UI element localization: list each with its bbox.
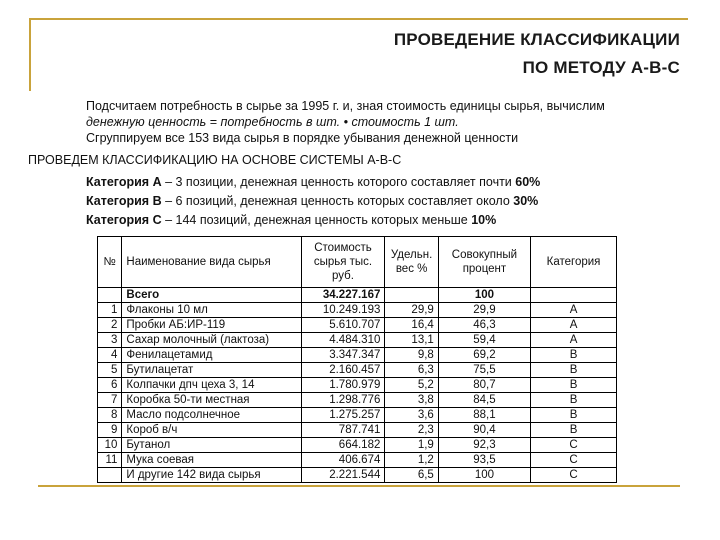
header-name: Наименование вида сырья — [122, 237, 301, 288]
table-cell: Колпачки дпч цеха 3, 14 — [122, 378, 301, 393]
table-cell: 6 — [98, 378, 122, 393]
table-cell — [385, 288, 438, 303]
table-cell: 59,4 — [438, 333, 530, 348]
table-cell: 1,2 — [385, 453, 438, 468]
table-cell: 406.674 — [301, 453, 385, 468]
table-cell: 29,9 — [438, 303, 530, 318]
table-cell: Коробка 50-ти местная — [122, 393, 301, 408]
table-cell: Короб в/ч — [122, 423, 301, 438]
table-cell: Всего — [122, 288, 301, 303]
table-cell — [98, 468, 122, 483]
category-a-value: 60% — [515, 175, 541, 189]
table-cell: 3.347.347 — [301, 348, 385, 363]
table-cell: 90,4 — [438, 423, 530, 438]
table-row — [98, 378, 617, 393]
table-cell: 10.249.193 — [301, 303, 385, 318]
table-cell: В — [531, 348, 617, 363]
intro-line3: Сгруппируем все 153 вида сырья в порядке убывания денежной ценности — [86, 131, 519, 145]
category-b-label: Категория В — [86, 194, 162, 208]
table-cell: 8 — [98, 408, 122, 423]
table-row — [98, 393, 617, 408]
category-a-label: Категория А — [86, 175, 162, 189]
table-cell: Бутилацетат — [122, 363, 301, 378]
table-cell: 46,3 — [438, 318, 530, 333]
table-cell: 5.610.707 — [301, 318, 385, 333]
decor-vertical-line — [29, 18, 31, 91]
decor-top-line — [29, 18, 688, 20]
table-cell: Сахар молочный (лактоза) — [122, 333, 301, 348]
table-cell: 664.182 — [301, 438, 385, 453]
table-cell: 34.227.167 — [301, 288, 385, 303]
table-cell: Фенилацетамид — [122, 348, 301, 363]
table-cell: В — [531, 423, 617, 438]
table-cell: С — [531, 468, 617, 483]
table-cell: Флаконы 10 мл — [122, 303, 301, 318]
table-cell: А — [531, 303, 617, 318]
table-header-row — [98, 237, 617, 288]
table-cell: В — [531, 408, 617, 423]
slide-title-line1: ПРОВЕДЕНИЕ КЛАССИФИКАЦИИ — [393, 30, 680, 49]
intro-line1: Подсчитаем потребность в сырье за 1995 г. и, зная стоимость единицы сырья, вычислим — [86, 99, 605, 113]
table-cell: Пробки АБ:ИР-119 — [122, 318, 301, 333]
table-cell: 9 — [98, 423, 122, 438]
table-cell: 4.484.310 — [301, 333, 385, 348]
table-cell: 92,3 — [438, 438, 530, 453]
table-total-row — [98, 288, 617, 303]
table-row — [98, 303, 617, 318]
abc-table — [97, 236, 617, 483]
category-c-text: – 144 позиций, денежная ценность которых меньше — [161, 213, 472, 227]
table-cell — [98, 288, 122, 303]
table-cell: 1,9 — [385, 438, 438, 453]
table-cell: 88,1 — [438, 408, 530, 423]
table-cell: С — [531, 453, 617, 468]
decor-bottom-line — [38, 485, 680, 487]
header-share: Удельн. вес % — [385, 237, 438, 288]
category-b — [86, 192, 540, 211]
table-cell: В — [531, 378, 617, 393]
header-category: Категория — [531, 237, 617, 288]
category-c-value: 10% — [471, 213, 497, 227]
table-cell: 29,9 — [385, 303, 438, 318]
table-cell: 9,8 — [385, 348, 438, 363]
header-cost: Стоимость сырья тыс. руб. — [301, 237, 385, 288]
table-cell: 4 — [98, 348, 122, 363]
table-row — [98, 348, 617, 363]
table-row — [98, 468, 617, 483]
table-row — [98, 333, 617, 348]
table-cell: 10 — [98, 438, 122, 453]
classification-heading: ПРОВЕДЕМ КЛАССИФИКАЦИЮ НА ОСНОВЕ СИСТЕМЫ А-В-С — [28, 153, 402, 167]
table-cell: И другие 142 вида сырья — [122, 468, 301, 483]
header-cumulative: Совокупный процент — [438, 237, 530, 288]
table-row — [98, 408, 617, 423]
table-cell: 69,2 — [438, 348, 530, 363]
table-cell: 11 — [98, 453, 122, 468]
table-cell: 3 — [98, 333, 122, 348]
category-list — [86, 173, 540, 230]
table-cell: 3,8 — [385, 393, 438, 408]
intro-text — [86, 98, 686, 146]
table-row — [98, 453, 617, 468]
table-cell: 5,2 — [385, 378, 438, 393]
category-b-value: 30% — [513, 194, 539, 208]
table-cell: 100 — [438, 288, 530, 303]
header-no: № — [98, 237, 122, 288]
table-cell: А — [531, 333, 617, 348]
table-cell: В — [531, 363, 617, 378]
table-cell: 787.741 — [301, 423, 385, 438]
table-cell: Мука соевая — [122, 453, 301, 468]
category-c-label: Категория С — [86, 213, 162, 227]
table-cell: 93,5 — [438, 453, 530, 468]
table-cell: 2,3 — [385, 423, 438, 438]
table-cell: 1.275.257 — [301, 408, 385, 423]
table-cell: С — [531, 438, 617, 453]
table-cell: 5 — [98, 363, 122, 378]
category-a — [86, 173, 540, 192]
table-cell: 3,6 — [385, 408, 438, 423]
table-cell: 7 — [98, 393, 122, 408]
intro-line2: денежную ценность = потребность в шт. • стоимость 1 шт. — [86, 115, 459, 129]
table-cell: Масло подсолнечное — [122, 408, 301, 423]
table-cell: Бутанол — [122, 438, 301, 453]
slide-title-line2: ПО МЕТОДУ А-В-С — [522, 58, 680, 77]
table-cell: 6,3 — [385, 363, 438, 378]
table-cell: 6,5 — [385, 468, 438, 483]
category-a-text: – 3 позиции, денежная ценность которого составляет почти — [161, 175, 516, 189]
table-cell: 1 — [98, 303, 122, 318]
table-cell: 80,7 — [438, 378, 530, 393]
table-cell: 84,5 — [438, 393, 530, 408]
table-cell: 1.780.979 — [301, 378, 385, 393]
table-row — [98, 438, 617, 453]
table-cell: 2 — [98, 318, 122, 333]
table-row — [98, 423, 617, 438]
table-cell: 1.298.776 — [301, 393, 385, 408]
table-row — [98, 363, 617, 378]
table-cell — [531, 288, 617, 303]
table-cell: А — [531, 318, 617, 333]
table-cell: 16,4 — [385, 318, 438, 333]
category-b-text: – 6 позиций, денежная ценность которых составляет около — [161, 194, 514, 208]
table-cell: В — [531, 393, 617, 408]
table-cell: 75,5 — [438, 363, 530, 378]
table-cell: 100 — [438, 468, 530, 483]
category-c — [86, 211, 540, 230]
table-cell: 2.160.457 — [301, 363, 385, 378]
table-row — [98, 318, 617, 333]
table-cell: 2.221.544 — [301, 468, 385, 483]
table-cell: 13,1 — [385, 333, 438, 348]
